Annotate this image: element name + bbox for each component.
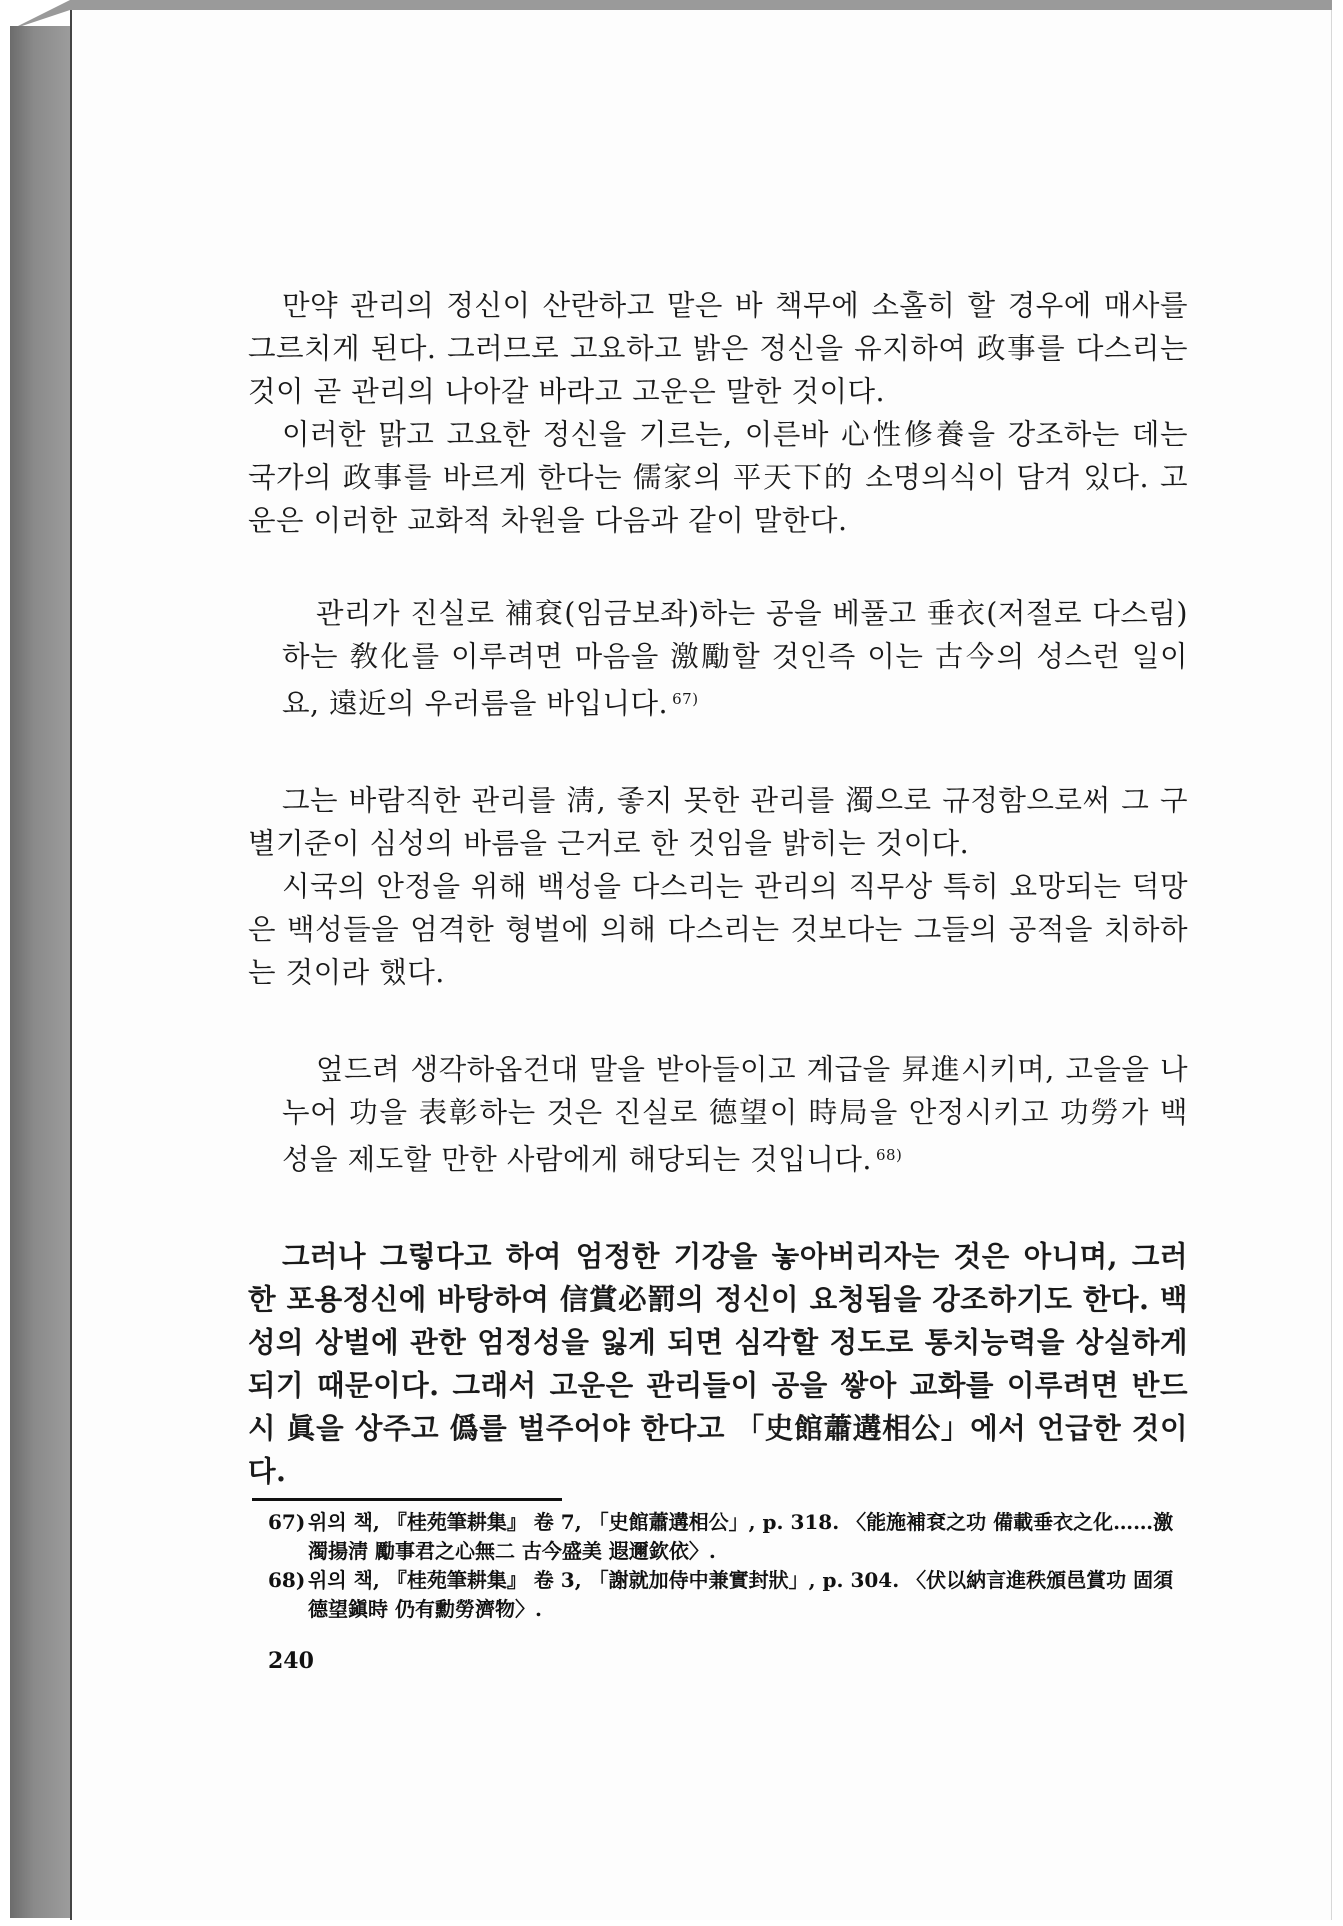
paragraph-3: 그는 바람직한 관리를 淸, 좋지 못한 관리를 濁으로 규정함으로써 그 구별기준이 심성의 바름을 근거로 한 것임을 밝히는 것이다.	[248, 784, 1188, 860]
footnote-number: 68)	[268, 1568, 306, 1592]
footnotes	[268, 1508, 1188, 1624]
footnote-text: 위의 책, 『桂苑筆耕集』 卷 3, 「謝就加侍中兼實封狀」, p. 304. 〈伏以納言進秩頒邑賞功 固須德望鎭時 仍有勳勞濟物〉.	[308, 1568, 1174, 1621]
paragraph-1: 만약 관리의 정신이 산란하고 맡은 바 책무에 소홀히 할 경우에 매사를 그르치게 된다. 그러므로 고요하고 밝은 정신을 유지하여 政事를 다스리는 것이 곧 관리의 나아갈 바라고 고운은 말한 것이다.	[248, 289, 1188, 408]
quote-68-text: 엎드려 생각하옵건대 말을 받아들이고 계급을 昇進시키며, 고을을 나누어 功을 表彰하는 것은 진실로 德望이 時局을 안정시키고 功勞가 백성을 제도할 만한 사람에게 해당되는 것입니다.	[282, 1053, 1188, 1176]
block-quote-67	[282, 592, 1188, 725]
footnote-number: 67)	[268, 1510, 306, 1534]
footnote-67	[268, 1508, 1188, 1566]
paragraph-5: 그러나 그렇다고 하여 엄정한 기강을 놓아버리자는 것은 아니며, 그러한 포용정신에 바탕하여 信賞必罰의 정신이 요청됨을 강조하기도 한다. 백성의 상벌에 관한 엄정성을 잃게 되면 심각할 정도로 통치능력을 상실하게 되기 때문이다. 그래서 고운은 관리들이 공을 쌓아 교화를 이루려면 반드시 眞을 상주고 僞를 벌주어야 한다고 「史館蕭遘相公」에서 언급한 것이다.	[248, 1239, 1188, 1488]
footnote-text: 위의 책, 『桂苑筆耕集』 卷 7, 「史館蕭遘相公」, p. 318. 〈能施補袞之功 備載垂衣之化……激濁揚淸 勵事君之心無二 古今盛美 遐邇欽依〉.	[308, 1510, 1174, 1563]
footnote-68	[268, 1566, 1188, 1624]
footnote-divider	[252, 1498, 562, 1501]
paragraph-4: 시국의 안정을 위해 백성을 다스리는 관리의 직무상 특히 요망되는 덕망은 백성들을 엄격한 형벌에 의해 다스리는 것보다는 그들의 공적을 치하하는 것이라 했다.	[248, 870, 1188, 989]
quote-67-text: 관리가 진실로 補袞(임금보좌)하는 공을 베풀고 垂衣(저절로 다스림)하는 敎化를 이루려면 마음을 激勵할 것인즉 이는 古今의 성스런 일이요, 遠近의 우러름을 바입니다.	[282, 597, 1188, 720]
block-quote-68	[282, 1048, 1188, 1181]
page-body	[248, 284, 1188, 1493]
footnote-ref-68: 68)	[875, 1146, 903, 1164]
page-edge	[70, 10, 72, 1920]
paragraph-2: 이러한 맑고 고요한 정신을 기르는, 이른바 心性修養을 강조하는 데는 국가의 政事를 바르게 한다는 儒家의 平天下的 소명의식이 담겨 있다. 고운은 이러한 교화적 차원을 다음과 같이 말한다.	[248, 418, 1188, 537]
page-number: 240	[268, 1648, 314, 1674]
footnote-ref-67: 67)	[672, 690, 699, 708]
book-spine	[10, 26, 70, 1918]
